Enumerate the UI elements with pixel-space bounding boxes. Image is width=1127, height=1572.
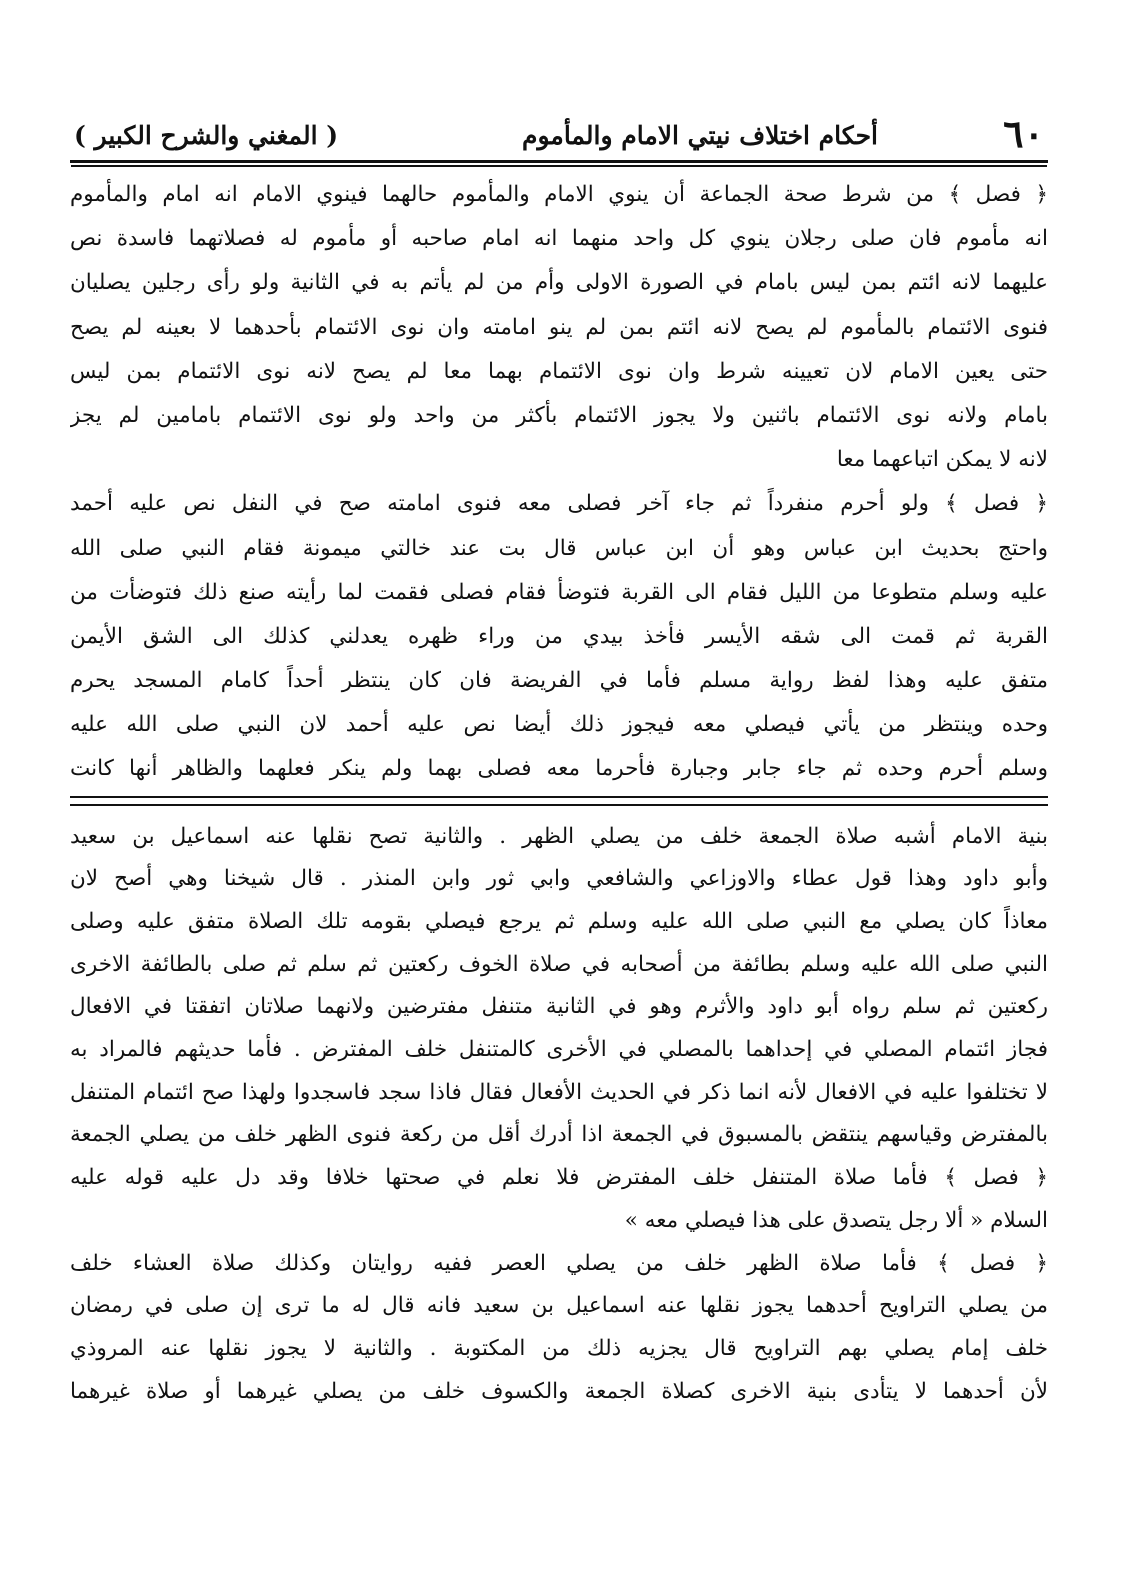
text-line: ﴿ فصل ﴾ فأما صلاة المتنفل خلف المفترض فلا نعلم في صحتها خلافا وقد دل عليه قوله عليه — [70, 1165, 1048, 1191]
text-line: السلام « ألا رجل يتصدق على هذا فيصلي معه » — [624, 1207, 1048, 1233]
text-line: بامام ولانه نوى الائتمام باثنين ولا يجوز الائتمام بأكثر من واحد ولو نوى الائتمام بامامين لم يجز — [70, 402, 1048, 428]
text-line: ركعتين ثم سلم رواه أبو داود والأثرم وهو في الثانية متنفل مفترضين ولانهما صلاتان اتفقتا في الافعال — [70, 994, 1048, 1020]
commentary-text — [70, 816, 1048, 1414]
text-line: لأن أحدهما لا يتأدى بنية الاخرى كصلاة الجمعة والكسوف خلف من يصلي غيرهما أو صلاة غيرهما — [70, 1378, 1048, 1404]
text-line: ﴿ فصل ﴾ ولو أحرم منفرداً ثم جاء آخر فصلى معه فنوى امامته صح في النفل نص عليه أحمد — [70, 491, 1048, 517]
text-line: النبي صلى الله عليه وسلم بطائفة من أصحابه في صلاة الخوف ركعتين ثم سلم ثم صلى بالطائفة الاخرى — [70, 951, 1048, 977]
text-line: عليهما لانه ائتم بمن ليس بامام في الصورة الاولى وأم من لم يأتم به في الثانية ولو رأى رجلين يصليان — [70, 270, 1048, 296]
text-line: القربة ثم قمت الى شقه الأيسر فأخذ بيدي من وراء ظهره يعدلني كذلك الى الشق الأيمن — [70, 623, 1048, 649]
text-line: بالمفترض وقياسهم ينتقض بالمسبوق في الجمعة اذا أدرك أقل من ركعة فنوى الظهر خلف من يصلي الجمعة — [70, 1122, 1048, 1148]
text-line: ﴿ فصل ﴾ من شرط صحة الجماعة أن ينوي الامام والمأموم حالهما فينوي الامام انه امام والمأموم — [70, 182, 1048, 207]
text-line: من يصلي التراويح أحدهما يجوز نقلها عنه اسماعيل بن سعيد فانه قال له ما ترى إن صلى في رمضان — [70, 1293, 1048, 1319]
text-line: لانه لا يمكن اتباعهما معا — [836, 447, 1048, 473]
text-line: انه مأموم فان صلى رجلان ينوي كل واحد منهما انه امام صاحبه أو مأموم له فصلاتهما فاسدة نص — [70, 226, 1048, 252]
page-header — [70, 112, 1048, 163]
section-divider — [70, 796, 1048, 806]
book-title: ( المغني والشرح الكبير ) — [74, 121, 339, 150]
text-line: فنوى الائتمام بالمأموم لم يصح لانه ائتم بمن لم ينو امامته وان نوى الائتمام بأحدهما لا بعينه لم يصح — [70, 314, 1048, 340]
page-number: ٦٠ — [1003, 111, 1044, 156]
text-line: حتى يعين الامام لان تعيينه شرط وان نوى الائتمام بهما معا لم يصح لانه نوى الائتمام بمن ليس — [70, 358, 1048, 384]
text-line: لا تختلفوا عليه في الافعال لأنه انما ذكر في الحديث الأفعال فقال فاذا سجد فاسجدوا ولهذا صح ائتمام المتنفل — [70, 1079, 1048, 1105]
text-line: متفق عليه وهذا لفظ رواية مسلم فأما في الفريضة فان كان ينتظر أحداً كامام المسجد يحرم — [70, 668, 1048, 694]
text-line: وسلم أحرم وحده ثم جاء جابر وجبارة فأحرما معه فصلى بهما ولم ينكر فعلهما والظاهر أنها كانت — [70, 756, 1048, 782]
text-line: ﴿ فصل ﴾ فأما صلاة الظهر خلف من يصلي العصر ففيه روايتان وكذلك صلاة العشاء خلف — [70, 1250, 1048, 1276]
text-line: فجاز ائتمام المصلي في إحداهما بالمصلي في الأخرى كالمتنفل خلف المفترض . فأما حديثهم فالمراد به — [70, 1037, 1048, 1063]
page — [70, 112, 1048, 1413]
text-line: واحتج بحديث ابن عباس وهو أن ابن عباس قال بت عند خالتي ميمونة فقام النبي صلى الله — [70, 535, 1048, 561]
text-line: خلف إمام يصلي بهم التراويح قال يجزيه ذلك من المكتوبة . والثانية لا يجوز نقلها عنه المروذي — [70, 1335, 1048, 1361]
text-line: بنية الامام أشبه صلاة الجمعة خلف من يصلي الظهر . والثانية تصح نقلها عنه اسماعيل بن سعيد — [70, 823, 1048, 849]
text-line: وأبو داود وهذا قول عطاء والاوزاعي والشافعي وابي ثور وابن المنذر . قال شيخنا وهي أصح لان — [70, 866, 1048, 892]
running-title: أحكام اختلاف نيتي الامام والمأموم — [522, 121, 878, 150]
text-line: وحده وينتظر من يأتي فيصلي معه فيجوز ذلك أيضا نص عليه أحمد لان النبي صلى الله عليه — [70, 712, 1048, 738]
main-text — [70, 173, 1048, 792]
text-line: عليه وسلم متطوعا من الليل فقام الى القربة فتوضأ فقام فصلى فقمت لما رأيته صنع ذلك فتوضأت من — [70, 579, 1048, 605]
text-line: معاذاً كان يصلي مع النبي صلى الله عليه وسلم ثم يرجع فيصلي بقومه تلك الصلاة متفق عليه وصلى — [70, 909, 1048, 934]
